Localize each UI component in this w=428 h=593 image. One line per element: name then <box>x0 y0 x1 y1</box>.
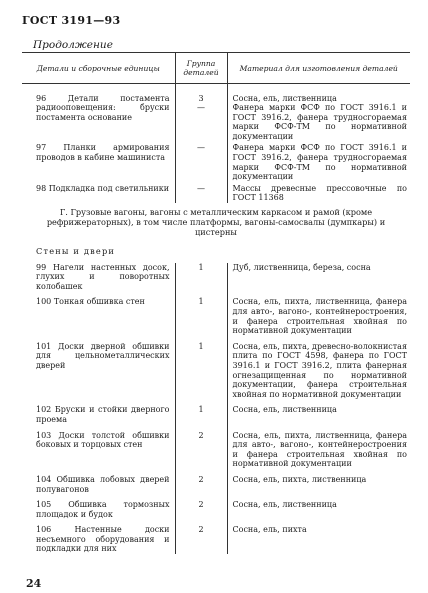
table-row <box>22 94 410 142</box>
table-row <box>22 469 410 494</box>
page-number: 24 <box>26 577 42 590</box>
part-cell: 96 Детали постамента радиооповещения: бруски постамента основание <box>36 93 170 122</box>
group-cell: 2 <box>175 519 227 554</box>
material-cell: Сосна, ель, пихта <box>227 519 410 554</box>
material-cell: Сосна, ель, пихта, лиственница <box>227 469 410 494</box>
material-cell: Массы древесные прессовочные по ГОСТ 11368 <box>227 182 410 203</box>
table-row <box>22 291 410 335</box>
standard-header: ГОСТ 3191—93 <box>22 14 121 27</box>
subsection-heading: Стены и двери <box>36 246 116 257</box>
group-cell: 1 <box>175 263 227 292</box>
part-cell: 103 Доски толстой обшивки боковых и торцовых стен <box>36 430 170 450</box>
section-heading: Г. Грузовые вагоны, вагоны с металлическим каркасом и рамой (кроме рефрижераторных), в том числе платформы, вагоны-самосвалы (думпкары) и цистерны <box>46 207 386 238</box>
group-cell: 2 <box>175 469 227 494</box>
part-cell: 106 Настенные доски несъемного оборудования и подкладки для них <box>36 525 170 554</box>
section-heading-row <box>22 203 410 243</box>
table-row <box>22 263 410 292</box>
section-body <box>22 203 410 263</box>
spacer-row <box>22 84 410 94</box>
column-header-parts: Детали и сборочные единицы <box>22 53 175 84</box>
group-cell: 1 <box>175 399 227 424</box>
material-cell: Сосна, ель, лиственница <box>227 399 410 424</box>
table-body-bottom <box>22 263 410 554</box>
table-body-top <box>22 84 410 204</box>
part-cell: 99 Нагели настенных досок, глухих и поворотных колобашек <box>36 262 170 291</box>
part-cell: 104 Обшивка лобовых дверей полувагонов <box>36 474 170 494</box>
group-cell: — <box>175 141 227 181</box>
table-row <box>22 336 410 400</box>
part-cell: 98 Подкладка под светильники <box>36 183 170 193</box>
part-cell: 105 Обшивка тормозных площадок и будок <box>36 500 170 519</box>
subsection-row <box>22 243 410 263</box>
part-cell: 101 Доски дверной обшивки для цельнометаллических дверей <box>36 341 170 370</box>
material-cell: Дуб, лиственница, береза, сосна <box>227 263 410 292</box>
group-cell: — <box>175 182 227 203</box>
table-row <box>22 494 410 519</box>
table-row <box>22 519 410 554</box>
material-cell: Фанера марки ФСФ по ГОСТ 3916.1 и ГОСТ 3916.2, фанера трудносгораемая марки ФСФ-ТМ по нормативной документации <box>227 141 410 181</box>
group-cell: 2 <box>175 425 227 469</box>
table-row <box>22 182 410 203</box>
material-cell: Сосна, ель, лиственница <box>227 494 410 519</box>
continuation-label: Продолжение <box>33 39 113 51</box>
material-cell: Сосна, ель, пихта, лиственница, фанера для авто-, вагоно-, контейнеростроения, и фанера строительная хвойная по нормативной документации <box>227 291 410 335</box>
part-cell: 97 Планки армирования проводов в кабине машиниста <box>36 143 170 163</box>
group-cell: 2 <box>175 494 227 519</box>
material-cell: Сосна, ель, лиственница Фанера марки ФСФ по ГОСТ 3916.1 и ГОСТ 3916.2, фанера трудносгораемая марки ФСФ-ТМ по нормативной документации <box>227 94 410 142</box>
column-header-group: Группа деталей <box>175 53 227 84</box>
table-row <box>22 425 410 469</box>
materials-table <box>22 52 410 554</box>
part-cell: 100 Тонкая обшивка стен <box>36 297 145 307</box>
table-row <box>22 399 410 424</box>
table-header-row <box>22 53 410 84</box>
part-cell: 102 Бруски и стойки дверного проема <box>36 405 170 424</box>
group-cell: 1 <box>175 291 227 335</box>
material-cell: Сосна, ель, пихта, древесно-волокнистая плита по ГОСТ 4598, фанера по ГОСТ 3916.1 и ГОСТ 3916.2, плита фанерная огнезащищенная по нормативной документации, фанера строительная хвойная по нормативной документации <box>227 336 410 400</box>
column-header-material: Материал для изготовления деталей <box>227 53 410 84</box>
table-row <box>22 141 410 181</box>
group-cell: 3 — <box>175 94 227 142</box>
group-cell: 1 <box>175 336 227 400</box>
material-cell: Сосна, ель, пихта, лиственница, фанера для авто-, вагоно-, контейнеростроения и фанера строительная хвойная по нормативной документации <box>227 425 410 469</box>
